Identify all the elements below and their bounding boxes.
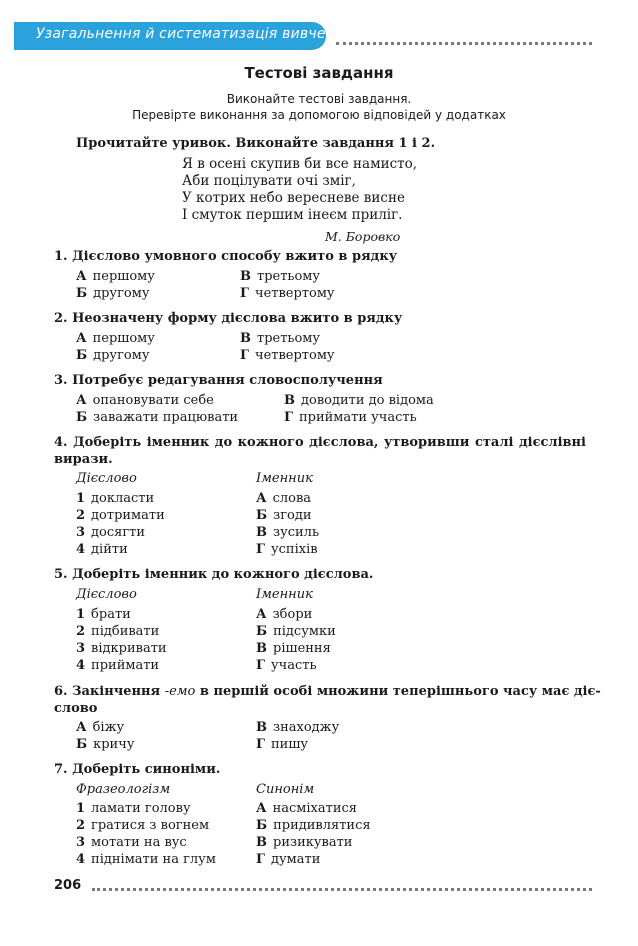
poem-author: М. Боровко — [325, 229, 401, 244]
option: А біжу — [76, 720, 125, 735]
poem-line: У котрих небо вересневе висне — [182, 190, 405, 206]
column-header-verb: Дієслово — [76, 587, 137, 602]
question-4-line-1: 4. Доберіть іменник до кожного дієслова, утворивши сталі дієслівні — [54, 435, 586, 450]
list-item: 2 підбивати — [76, 624, 160, 639]
option: Г пишу — [256, 737, 309, 752]
column-header-noun: Іменник — [256, 587, 313, 602]
question-7: 7. Доберіть синоніми. — [54, 762, 221, 777]
header-dotted-line — [336, 42, 592, 45]
option: В третьому — [240, 331, 321, 346]
reading-instruction: Прочитайте уривок. Виконайте завдання 1 і 2. — [76, 136, 436, 151]
question-1: 1. Дієслово умовного способу вжито в рядку — [54, 249, 398, 264]
page-number: 206 — [54, 878, 82, 893]
list-item: 1 докласти — [76, 491, 155, 506]
poem-line: Аби поцілувати очі зміг, — [182, 173, 356, 189]
list-item: 1 брати — [76, 607, 131, 622]
option: А опановувати себе — [76, 393, 214, 408]
list-item: В ризикувати — [256, 835, 353, 850]
option: Г четвертому — [240, 348, 335, 363]
list-item: 4 дійти — [76, 542, 128, 557]
list-item: Г участь — [256, 658, 317, 673]
list-item: 2 гратися з вогнем — [76, 818, 210, 833]
subtitle-line-1: Виконайте тестові завдання. — [226, 92, 412, 106]
list-item: А слова — [256, 491, 312, 506]
option: Г приймати участь — [284, 410, 417, 425]
list-item: Г думати — [256, 852, 321, 867]
list-item: Б підсумки — [256, 624, 336, 639]
list-item: В зусиль — [256, 525, 320, 540]
option: Б кричу — [76, 737, 135, 752]
option: А першому — [76, 269, 155, 284]
list-item: 3 відкривати — [76, 641, 167, 656]
subtitle-line-2: Перевірте виконання за допомогою відповідей у додатках — [132, 108, 506, 122]
option: Г четвертому — [240, 286, 335, 301]
footer-dotted-line — [92, 888, 592, 891]
list-item: Б згоди — [256, 508, 312, 523]
question-4-line-2: вирази. — [54, 452, 113, 467]
list-item: 3 досягти — [76, 525, 146, 540]
list-item: Г успіхів — [256, 542, 318, 557]
option: В доводити до відома — [284, 393, 434, 408]
option: Б другому — [76, 286, 150, 301]
list-item: А насміхатися — [256, 801, 357, 816]
list-item: А збори — [256, 607, 313, 622]
question-2: 2. Неозначену форму дієслова вжито в рядку — [54, 311, 403, 326]
option: Б заважати працювати — [76, 410, 239, 425]
poem-line: І смуток першим інеєм приліг. — [182, 207, 403, 223]
page-title: Тестові завдання — [244, 64, 394, 82]
column-header-synonym: Синонім — [256, 782, 315, 797]
section-banner-text: Узагальнення й систематизація вивченого — [36, 26, 361, 42]
list-item: 4 приймати — [76, 658, 160, 673]
column-header-noun: Іменник — [256, 471, 313, 486]
list-item: 4 піднімати на глум — [76, 852, 216, 867]
option: А першому — [76, 331, 155, 346]
column-header-idiom: Фразеологізм — [76, 782, 171, 797]
question-6-line-2: слово — [54, 701, 98, 716]
column-header-verb: Дієслово — [76, 471, 137, 486]
option: В знаходжу — [256, 720, 340, 735]
section-banner — [14, 22, 361, 50]
question-3: 3. Потребує редагування словосполучення — [54, 373, 383, 388]
option: Б другому — [76, 348, 150, 363]
list-item: 1 ламати голову — [76, 801, 191, 816]
poem-line: Я в осені скупив би все намисто, — [182, 156, 418, 172]
question-5: 5. Доберіть іменник до кожного дієслова. — [54, 567, 374, 582]
option: В третьому — [240, 269, 321, 284]
question-6-line-1: 6. Закінчення -емо в першій особі множини теперішнього часу має діє- — [54, 684, 601, 699]
list-item: В рішення — [256, 641, 331, 656]
list-item: 3 мотати на вус — [76, 835, 187, 850]
list-item: 2 дотримати — [76, 508, 165, 523]
list-item: Б придивлятися — [256, 818, 371, 833]
